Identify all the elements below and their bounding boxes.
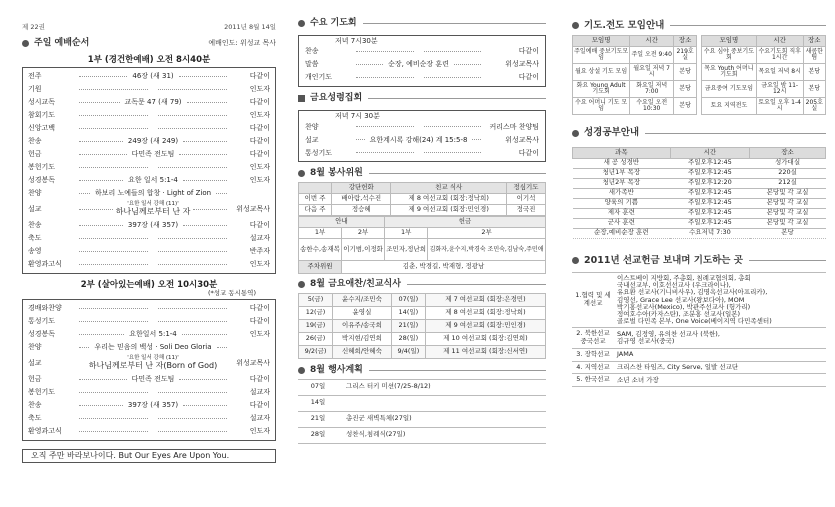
mission-line: 이스트베이 지방회, 주총회, 침례교협의회, 총회 <box>617 274 751 283</box>
issue-date: 2011년 8월 14일 <box>224 23 276 31</box>
order-label: 봉헌기도 <box>28 163 56 172</box>
order-label: 환영과고식 <box>28 260 62 269</box>
bullet-icon <box>572 257 579 264</box>
sermon-series: '요한 일서 강해 (11)' <box>127 355 179 362</box>
order-row <box>28 174 270 187</box>
order-row <box>28 219 270 232</box>
order-label: 개인기도 <box>305 73 333 82</box>
friday-heading <box>298 93 546 104</box>
table-row: 수요 심야 중보기도회 수요기도회 직후 1시간 새콤한팀 <box>702 47 826 64</box>
order-content: 하보리 노예들의 합창 · Light of Zion <box>94 189 212 198</box>
order-label: 설교 <box>28 205 42 214</box>
order-by: 인도자 <box>249 176 270 185</box>
meetings-table-right: 모임명 시간 장소 수요 심야 중보기도회 수요기도회 직후 1시간 새콤한팀 목요 Youth 어머니 기도회 목요일 저녁 8시 본당 금요중여 기도모임 금요일 밤 11-12시 본당 토요 지역전도 토요일 오후 1-4시 205호실 <box>701 35 826 115</box>
sermon-name: 하나님께로부터 난 자(Born of God) <box>88 360 218 370</box>
order-content: 46장 (새 31) <box>132 72 174 81</box>
order-row <box>305 133 539 146</box>
order-by: 위성교목사 <box>505 60 539 69</box>
order-content: 다민족 전도팀 <box>131 375 175 384</box>
missions-heading <box>572 255 826 266</box>
church-motto: 오직 주만 바라보나이다. But Our Eyes Are Upon You. <box>22 449 276 463</box>
order-content: 우리는 믿음의 백성 · Soli Deo Gloria <box>94 343 212 352</box>
order-row <box>305 58 539 71</box>
order-label: 찬양 <box>28 343 42 352</box>
table-row: 제자 훈련 주일오후12:45 본당및 각 교실 <box>573 208 826 218</box>
mission-line: 소년 소녀 가장 <box>617 375 659 384</box>
service1-order <box>22 67 276 274</box>
table-row: 토요 지역전도 토요일 오후 1-4시 205호실 <box>702 98 826 115</box>
mission-line: SAM, 김정영, 유의찬 선교사 (북한), <box>617 329 720 338</box>
table-row: 송한수,송재복 이기범,이정화 조민자,정난희 김화자,윤수지,박경숙 조민숙,김남숙,주민애 <box>299 239 546 261</box>
order-by: 다같이 <box>249 304 270 313</box>
sunday-title: 주일 예배순서 <box>34 37 90 48</box>
order-label: 전주 <box>28 72 42 81</box>
order-label: 환영과고식 <box>28 427 62 436</box>
order-label: 신앙고백 <box>28 124 56 133</box>
order-by: 위성교목사 <box>236 359 270 368</box>
order-label: 성경봉독 <box>28 330 56 339</box>
meetings-title: 기도.전도 모임안내 <box>584 20 665 31</box>
mission-line: 김규영 선교사(중국) <box>617 336 675 345</box>
table-row: 5. 한국선교 소년 소녀 가장 <box>572 374 826 387</box>
table-row: 목요 Youth 어머니 기도회 목요일 저녁 8시 본당 <box>702 64 826 81</box>
missions-table <box>572 272 826 387</box>
bullet-icon <box>298 95 305 102</box>
order-row <box>28 109 270 122</box>
order-row <box>28 386 270 399</box>
service1-title: 1부 (경건한예배) 오전 8시40분 <box>87 54 211 65</box>
order-row <box>28 83 270 96</box>
friday-meal-heading <box>298 279 546 290</box>
table-row: 월요 상설 기도 모임 월요일 저녁 7시 본당 <box>573 64 697 81</box>
table-row: 07일 그리스 터키 미션(7/25-8/12) <box>298 379 546 395</box>
service1-sermon <box>28 200 270 219</box>
order-by: 다같이 <box>249 137 271 146</box>
sermon-title <box>116 202 191 216</box>
order-by: 다같이 <box>249 317 270 326</box>
bullet-icon <box>298 281 305 288</box>
order-by: 위성교목사 <box>236 205 271 214</box>
sunday-preacher: 예배인도: 위성교 목사 <box>208 39 276 47</box>
order-row <box>28 258 270 271</box>
order-label: 송영 <box>28 247 42 256</box>
sermon-name: 하나님께로부터 난 자 <box>115 206 191 216</box>
events-heading <box>298 365 546 376</box>
order-row <box>28 425 270 438</box>
order-content: 요한 일서 5:1-4 <box>128 176 178 185</box>
order-by: 커리스마 찬양팀 <box>489 122 539 131</box>
order-by: 다같이 <box>249 401 271 410</box>
order-row <box>305 71 539 84</box>
order-by: 위성교목사 <box>505 135 539 144</box>
wednesday-time: 저녁 7시30분 <box>305 37 381 45</box>
order-content: 요한일서 5:1-4 <box>129 330 177 339</box>
service2-sermon <box>28 354 270 373</box>
vol-col-header: 친교 식사 <box>391 183 507 194</box>
order-label: 찬송 <box>305 47 319 56</box>
friday-order <box>298 110 546 162</box>
order-label: 참회기도 <box>28 111 56 120</box>
order-by: 설교자 <box>249 414 270 423</box>
mission-line: JAMA <box>617 350 634 359</box>
table-row: 화요 Young Adult 기도회 화요일 저녁7:00 본당 <box>573 81 697 98</box>
order-label: 헌금 <box>28 150 42 159</box>
table-row: 새 공 성경반 주일오후12:45 성가대실 <box>573 158 826 168</box>
order-label: 말씀 <box>305 60 319 69</box>
order-row <box>28 373 270 386</box>
order-label: 찬송 <box>28 137 42 146</box>
table-row: 청년2부 목장 주일오후12:20 212실 <box>573 178 826 188</box>
mission-line: 국내선교부, 이호선선교사 (우크라이나), <box>617 281 731 290</box>
column-info <box>572 0 826 387</box>
order-label: 통성기도 <box>28 317 56 326</box>
meetings-table-left: 모임명 시간 장소 주일예배 중보기도모임 주일 오전 9:40 219호실 월요 상설 기도 모임 월요일 저녁 7시 본당 화요 Young Adult 기도회 화요일 저녁7:00 본당 수요 어머니 기도 모임 수요일 오전 10:30 본당 <box>572 35 697 115</box>
order-row <box>305 146 539 159</box>
order-by: 인도자 <box>249 330 270 339</box>
table-row: 3. 장학선교 JAMA <box>572 348 826 361</box>
order-row <box>28 122 270 135</box>
table-row: 26(금) 박지현/김연희 28(일) 제 10 여선교회 (회장:김연희) <box>299 332 546 345</box>
volunteers-table <box>298 182 546 216</box>
table-row: 금요중여 기도모임 금요일 밤 11-12시 본당 <box>702 81 826 98</box>
bullet-icon <box>298 20 305 27</box>
service2-translation-note: (*성교 동시통역) <box>207 288 256 297</box>
bullet-icon <box>572 130 579 137</box>
order-label: 축도 <box>28 414 42 423</box>
order-by: 설교자 <box>249 234 270 243</box>
order-label: 설교 <box>305 135 319 144</box>
order-by: 다같이 <box>249 72 271 81</box>
table-row: 2. 북한선교 중국선교 SAM, 김정영, 유의찬 선교사 (북한), 김규영 선교사(중국) <box>572 328 826 349</box>
mission-line: 크리스찬 타임즈, City Serve, 일발 선교단 <box>617 362 739 371</box>
bullet-icon <box>572 22 579 29</box>
table-row: 21일 총진군 새벽특체(27일) <box>298 411 546 427</box>
order-by: 인도자 <box>249 260 270 269</box>
column-weekly <box>298 0 546 444</box>
wednesday-title: 수요 기도회 <box>310 18 357 28</box>
volunteers-heading <box>298 168 546 179</box>
order-row <box>28 148 270 161</box>
mission-line: 유요환 선교사(기니비사우), 김명옥선교사(아프리카), <box>617 288 768 297</box>
friday-meal-title: 8월 금요애찬/친교식사 <box>310 279 401 290</box>
order-label: 찬양 <box>28 189 42 198</box>
issue-number: 제 22권 <box>22 23 45 31</box>
order-row <box>28 399 270 412</box>
friday-time: 저녁 7시 30분 <box>305 112 383 120</box>
study-title: 성경공부안내 <box>584 127 640 139</box>
table-row: 19(금) 이유주/송국희 21(일) 제 9 여선교회 (회장:민인경) <box>299 319 546 332</box>
issue-line <box>22 0 276 32</box>
sunday-heading <box>22 38 276 49</box>
order-row <box>28 245 270 258</box>
mission-line: 골로벌 다민족 본부, One Voice(베이지역 다민족센터) <box>617 317 772 326</box>
order-label: 찬송 <box>28 221 42 230</box>
order-by: 반주자 <box>249 247 270 256</box>
order-by: 인도자 <box>249 85 270 94</box>
bullet-icon <box>298 367 305 374</box>
table-row: 1.협력 및 세계선교 이스트베이 지방회, 주총회, 침례교협의회, 총회 국내선교부, 이호선선교사 (우크라이나), 유요환 선교사(기니비사우), 김명옥선교사(아프리카), 김영선, Grace Lee 선교사(왕보다아), MOM 박기홍선교사(Mexico), 박관주선교사 (헝가리) 정여호수아(카자스탄), 조분홍 선교사(일본) 골로벌 다민족 본부, One Voice(베이지역 다민족센터) <box>572 273 826 328</box>
order-row <box>28 96 270 109</box>
table-row: 청년1부 목장 주일오후12:45 220실 <box>573 168 826 178</box>
mission-line: 정여호수아(카자스탄), 조분홍 선교사(일본) <box>617 309 741 318</box>
order-by: 인도자 <box>249 111 270 120</box>
order-row <box>305 120 539 133</box>
bullet-icon <box>22 40 29 47</box>
wednesday-heading <box>298 18 546 29</box>
order-label: 봉헌기도 <box>28 388 56 397</box>
order-content: 다민족 전도팀 <box>131 150 175 159</box>
table-row: 군사 훈련 주일오후12:45 본당및 각 교실 <box>573 218 826 228</box>
table-row: 5(금) 윤수지/조민숙 07(일) 제 7 여선교회 (회장:은경민) <box>299 293 546 306</box>
vol-col-header: 강단헌화 <box>332 183 391 194</box>
order-content: 교독문 47 (새 79) <box>124 98 182 107</box>
volunteers-title: 8월 봉사위원 <box>310 168 363 179</box>
sermon-title <box>76 356 230 370</box>
order-label: 성경봉독 <box>28 176 56 185</box>
order-label: 기원 <box>28 85 42 94</box>
meetings-heading <box>572 20 826 31</box>
service2-order <box>22 299 276 441</box>
order-row <box>28 315 270 328</box>
order-label: 찬송 <box>28 401 42 410</box>
table-row: 9/2(금) 신혜희/안혜숙 9/4(일) 제 11 여선교회 (회장:신서연) <box>299 345 546 358</box>
order-by: 다같이 <box>249 375 270 384</box>
table-row: 12(금) 윤영실 14(일) 제 8 여선교회 (회장:정낙희) <box>299 306 546 319</box>
order-by: 다같이 <box>249 124 270 133</box>
order-row <box>28 135 270 148</box>
study-table: 과목 시간 장소 새 공 성경반 주일오후12:45 성가대실 청년1부 목장 주일오후12:45 220실 청년2부 목장 주일오후12:20 212실 새가족반 주일오후12:45 본당및 각 교실 양육의 기쁨 주일오후12:45 본당및 각 교실 제자 훈련 주일오후12:45 본당및 각 교실 군사 훈련 주일오후12:45 본당및 각 교실 순장,예비순장 훈련 수요저녁 7:30 본당 <box>572 147 826 239</box>
order-by: 다같이 <box>249 221 271 230</box>
order-label: 찬양 <box>305 122 319 131</box>
order-row <box>28 412 270 425</box>
order-by: 인도자 <box>249 163 270 172</box>
order-label: 설교 <box>28 359 42 368</box>
order-row <box>28 187 270 200</box>
order-by: 설교자 <box>249 388 270 397</box>
volunteers-guide-table: 안내 헌금 1부 2부 1부 2부 송한수,송재복 이기범,이정화 조민자,정난희 김화자,윤수지,박경숙 조민숙,김남숙,주민애 주차위원 김춘, 박경길, 박재형, 정광남 <box>298 216 546 274</box>
vol-col-header: 정심기도 <box>506 183 545 194</box>
order-by: 다같이 <box>518 148 539 157</box>
order-content: 249장 (새 249) <box>127 137 179 146</box>
order-content: 순장, 예비순장 훈련 <box>388 60 449 69</box>
order-row <box>28 232 270 245</box>
service2-title: 2부 (살아있는예배) 오전 10시30분 <box>80 279 218 290</box>
order-by: 다같이 <box>518 47 539 56</box>
order-row <box>28 328 270 341</box>
order-by: 인도자 <box>249 427 270 436</box>
order-content: 397장 (새 357) <box>127 401 179 410</box>
order-row <box>28 341 270 354</box>
sermon-series: '요한 일서 강해 (11)' <box>127 201 179 208</box>
parking-names: 김춘, 박경길, 박재형, 정광남 <box>342 261 546 274</box>
order-by: 다같이 <box>518 73 539 82</box>
table-row: 새가족반 주일오후12:45 본당및 각 교실 <box>573 188 826 198</box>
events-table <box>298 379 546 444</box>
offering-header: 헌금 <box>385 217 546 228</box>
order-label: 성시교독 <box>28 98 56 107</box>
table-row: 4. 지역선교 크리스찬 타임즈, City Serve, 일발 선교단 <box>572 361 826 374</box>
bullet-icon <box>298 170 305 177</box>
order-by: 다같이 <box>249 150 270 159</box>
guide-header: 안내 <box>299 217 385 228</box>
table-row: 28일 성찬식,침례식(27일) <box>298 427 546 443</box>
table-row: 이번 주 배아람,석수진 제 8 여선교회 (회장:정낙희) 이기석 <box>299 194 546 205</box>
column-sunday-worship <box>22 0 276 463</box>
table-row: 14일 <box>298 395 546 411</box>
order-label: 통성기도 <box>305 148 333 157</box>
table-row: 수요 어머니 기도 모임 수요일 오전 10:30 본당 <box>573 98 697 115</box>
meetings-tables <box>572 35 826 115</box>
order-row <box>28 161 270 174</box>
table-row: 다음 주 정승혜 제 9 여선교회 (회장:민인경) 정국진 <box>299 205 546 216</box>
order-label: 헌금 <box>28 375 42 384</box>
friday-meal-table <box>298 293 546 359</box>
missions-title: 2011년 선교헌금 보내며 기도하는 곳 <box>584 254 743 266</box>
wednesday-order <box>298 35 546 87</box>
order-row <box>305 45 539 58</box>
mission-line: 김영선, Grace Lee 선교사(왕보다아), MOM <box>617 295 745 304</box>
table-row: 주일예배 중보기도모임 주일 오전 9:40 219호실 <box>573 47 697 64</box>
friday-title: 금요성령집회 <box>310 93 363 104</box>
order-label: 경배와찬양 <box>28 304 62 313</box>
study-heading <box>572 127 826 138</box>
events-title: 8월 행사계획 <box>310 364 363 375</box>
table-row: 양육의 기쁨 주일오후12:45 본당및 각 교실 <box>573 198 826 208</box>
mission-line: 박기홍선교사(Mexico), 박관주선교사 (헝가리) <box>617 302 751 311</box>
order-row <box>28 70 270 83</box>
order-content: 397장 (새 357) <box>127 221 179 230</box>
table-row <box>299 261 546 274</box>
order-row <box>28 302 270 315</box>
order-label: 축도 <box>28 234 42 243</box>
table-row: 순장,예비순장 훈련 수요저녁 7:30 본당 <box>573 228 826 238</box>
parking-label: 주차위원 <box>299 261 342 274</box>
order-by: 다같이 <box>249 98 270 107</box>
order-content: 요한계시록 강해(24) 계 15:5-8 <box>369 135 468 144</box>
